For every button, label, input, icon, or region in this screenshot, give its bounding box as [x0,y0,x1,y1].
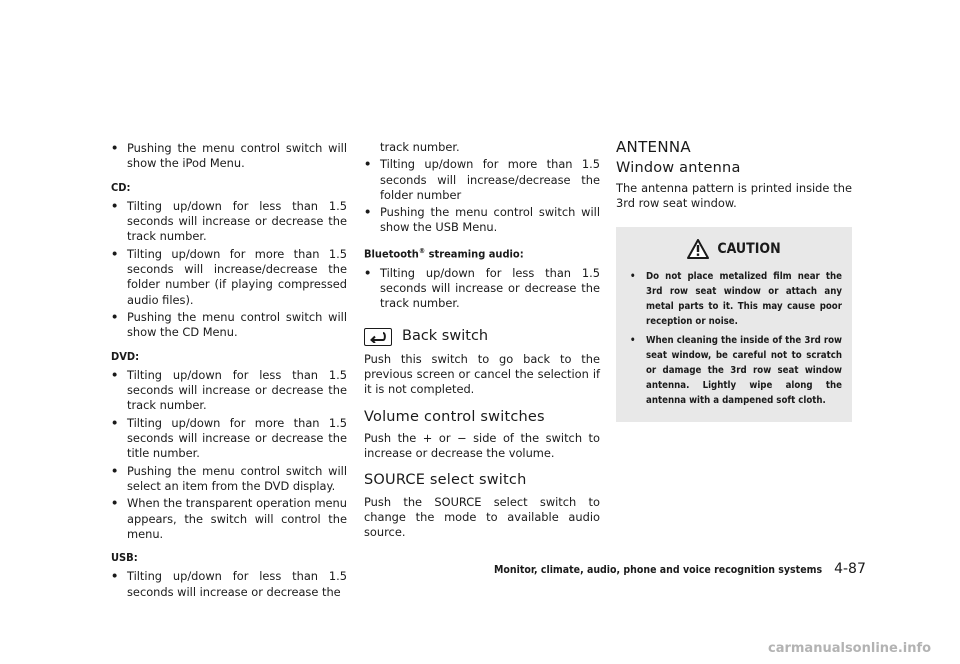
antenna-heading: ANTENNA [616,138,691,156]
list-item-text: Tilting up/down for less than 1.5 seconds will increase or decrease the track number. [127,367,347,413]
volume-heading: Volume control switches [364,408,545,425]
footer-section-title: Monitor, climate, audio, phone and voice recognition systems [494,564,823,576]
bullet: • [111,569,119,584]
list-item-text: Pushing the menu control switch will show the iPod Menu. [127,141,347,171]
bullet: • [111,141,119,155]
bullet: • [364,205,372,220]
back-switch-heading [364,328,600,346]
list-item [364,266,600,312]
list-item-text: Tilting up/down for less than 1.5 seconds will increase or decrease the [127,569,347,599]
bullet: • [111,198,119,213]
bullet: • [111,415,119,430]
subheading-bluetooth [364,244,600,262]
window-antenna-heading: Window antenna [616,160,741,177]
bullet: • [364,157,372,172]
page-number: 4-87 [834,561,866,577]
caution-item [626,269,842,329]
column-middle [364,140,600,547]
watermark: carmanualsonline.info [768,641,932,656]
column-left [111,141,347,602]
list-item-text: Tilting up/down for less than 1.5 seconds will increase or decrease the track number. [127,198,347,244]
list-item [111,199,347,245]
list-item [364,205,600,236]
back-switch-title: Back switch [402,327,489,344]
list-item-text: Pushing the menu control switch will select an item from the DVD display. [127,463,347,493]
bullet: • [111,246,119,261]
caution-title [626,239,842,259]
list-item-text: Pushing the menu control switch will show the CD Menu. [127,309,347,340]
caution-item [626,333,842,408]
list-item-text: Tilting up/down for more than 1.5 seconds will increase/decrease the folder number (if playing compressed audio files). [127,246,347,307]
back-arrow-svg [369,331,387,343]
list-item [111,496,347,542]
window-antenna-body: The antenna pattern is printed inside the 3rd row seat window. [616,180,852,210]
bullet: • [630,271,636,283]
list-item [111,141,347,172]
column-right [616,140,852,422]
bullet: • [111,367,119,382]
bullet: • [630,335,636,347]
caution-box [616,227,852,422]
list-item-text: Pushing the menu control switch will show the USB Menu. [380,205,600,235]
bluetooth-label: Bluetooth [364,247,419,261]
bullet: • [111,496,119,511]
list-item-text: Tilting up/down for less than 1.5 seconds will increase or decrease the track number. [380,265,600,311]
caution-item-text: Do not place metalized film near the 3rd row seat window or attach any metal parts to it. This may cause poor reception or noise. [646,271,842,328]
bullet: • [111,463,119,478]
bullet: • [111,309,119,324]
list-item-text: When the transparent operation menu appears, the switch will control the menu. [127,496,347,541]
list-item [111,416,347,462]
source-body: Push the SOURCE select switch to change the mode to available audio source. [364,494,600,540]
list-item-text: Tilting up/down for more than 1.5 seconds will increase or decrease the title number. [127,415,347,461]
subheading-usb: USB: [111,551,138,565]
bluetooth-label-tail: streaming audio: [425,247,524,261]
caution-label: CAUTION [717,240,781,257]
subheading-cd: CD: [111,180,131,194]
caution-item-text: When cleaning the inside of the 3rd row seat window, be careful not to scratch or damage the 3rd row seat window antenna. Lightly wipe along the antenna with a dampened soft cloth. [646,335,842,407]
list-item [111,464,347,495]
list-item-text: Tilting up/down for more than 1.5 seconds will increase/decrease the folder number [380,157,600,202]
list-item [111,310,347,341]
continued-text: track number. [380,140,460,154]
list-item [111,569,347,600]
list-item [364,157,600,203]
warning-triangle-icon [687,239,709,259]
page-footer [494,561,866,577]
source-heading: SOURCE select switch [364,472,527,489]
list-item [111,247,347,308]
back-switch-body: Push this switch to go back to the previous screen or cancel the selection if it is not completed. [364,351,600,397]
registered-mark: ® [418,246,426,255]
back-arrow-icon [364,328,392,346]
volume-body: Push the + or − side of the switch to increase or decrease the volume. [364,430,600,461]
list-item [111,368,347,414]
bullet: • [364,265,372,280]
subheading-dvd: DVD: [111,349,140,363]
